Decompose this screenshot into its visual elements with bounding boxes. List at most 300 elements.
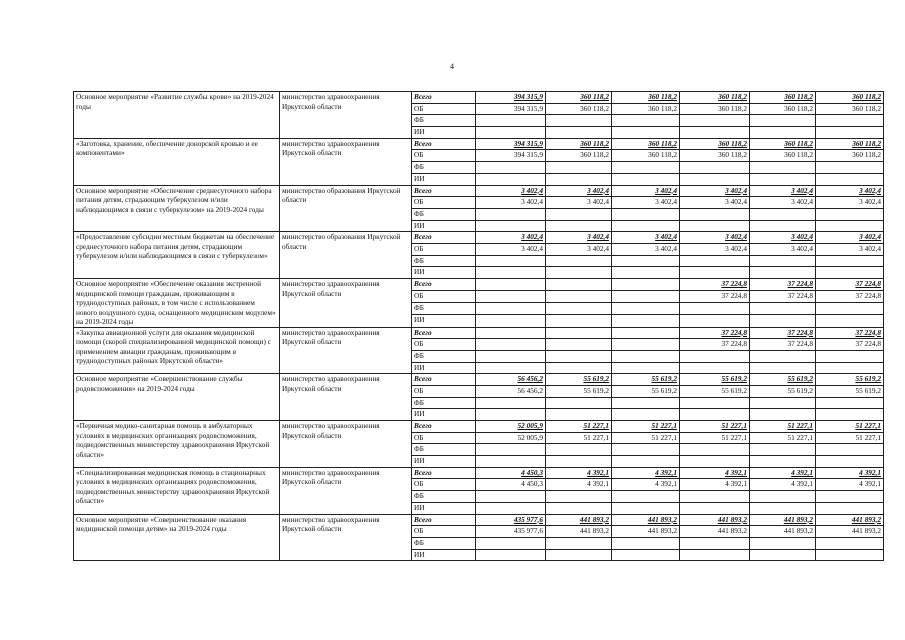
executor: министерство здравоохранения Иркутской области: [280, 421, 412, 468]
amount-cell: [680, 444, 750, 456]
amount-cell: 360 118,2: [546, 92, 612, 104]
funding-source: ФБ: [412, 255, 476, 267]
amount-cell: [750, 115, 816, 127]
amount-cell: 441 893,2: [546, 526, 612, 538]
amount-cell: 37 224,8: [750, 291, 816, 303]
amount-cell: 37 224,8: [680, 279, 750, 291]
amount-cell: [476, 208, 546, 220]
amount-cell: 441 893,2: [680, 526, 750, 538]
executor: министерство здравоохранения Иркутской области: [280, 514, 412, 561]
amount-cell: [546, 502, 612, 514]
funding-source: Всего: [412, 514, 476, 526]
amount-cell: 55 619,2: [680, 385, 750, 397]
executor: министерство образования Иркутской области: [280, 232, 412, 279]
funding-source: ИИ: [412, 220, 476, 232]
funding-source: ИИ: [412, 127, 476, 139]
executor: министерство здравоохранения Иркутской области: [280, 467, 412, 514]
funding-source: ИИ: [412, 362, 476, 374]
measure-name: Основное мероприятие «Совершенствование службы родовспоможения» на 2019-2024 годы: [74, 374, 280, 421]
funding-source: ФБ: [412, 350, 476, 362]
amount-cell: [546, 220, 612, 232]
funding-source: ИИ: [412, 502, 476, 514]
amount-cell: [546, 549, 612, 561]
amount-cell: [816, 456, 884, 468]
amount-cell: [750, 267, 816, 279]
amount-cell: 55 619,2: [816, 374, 884, 386]
amount-cell: 3 402,4: [476, 243, 546, 255]
amount-cell: 360 118,2: [750, 92, 816, 104]
amount-cell: 4 392,1: [750, 479, 816, 491]
amount-cell: [816, 502, 884, 514]
amount-cell: [476, 491, 546, 503]
amount-cell: 51 227,1: [816, 421, 884, 433]
amount-cell: 4 392,1: [546, 467, 612, 479]
measure-name: «Первичная медико-санитарная помощь в амбулаторных условиях в медицинских организациях родовспоможения, подведомственных министерству здравоохранения Иркутской области»: [74, 421, 280, 468]
amount-cell: [680, 502, 750, 514]
amount-cell: 394 315,9: [476, 92, 546, 104]
funding-source: Всего: [412, 467, 476, 479]
amount-cell: [476, 162, 546, 174]
page-number: 4: [450, 62, 454, 71]
amount-cell: 4 392,1: [816, 467, 884, 479]
amount-cell: [476, 502, 546, 514]
amount-cell: [680, 491, 750, 503]
amount-cell: [612, 350, 680, 362]
amount-cell: [546, 173, 612, 185]
funding-source: ОБ: [412, 385, 476, 397]
amount-cell: 4 392,1: [680, 467, 750, 479]
amount-cell: [476, 549, 546, 561]
measure-name: «Предоставление субсидии местным бюджетам на обеспечение среднесуточного набора питания детям, страдающим туберкулезом и/или наблюдающимся в связи с туберкулезом»: [74, 232, 280, 279]
amount-cell: [546, 456, 612, 468]
amount-cell: [816, 255, 884, 267]
amount-cell: [612, 549, 680, 561]
funding-source: Всего: [412, 185, 476, 197]
amount-cell: 37 224,8: [816, 279, 884, 291]
executor: министерство здравоохранения Иркутской области: [280, 327, 412, 374]
funding-source: ИИ: [412, 173, 476, 185]
amount-cell: [476, 279, 546, 291]
amount-cell: 37 224,8: [680, 339, 750, 351]
funding-source: ФБ: [412, 303, 476, 315]
amount-cell: [816, 315, 884, 327]
amount-cell: 55 619,2: [612, 385, 680, 397]
amount-cell: 3 402,4: [476, 197, 546, 209]
funding-source: ФБ: [412, 491, 476, 503]
amount-cell: [680, 456, 750, 468]
amount-cell: [612, 537, 680, 549]
amount-cell: 3 402,4: [816, 185, 884, 197]
amount-cell: 360 118,2: [816, 92, 884, 104]
amount-cell: 3 402,4: [546, 197, 612, 209]
amount-cell: 55 619,2: [680, 374, 750, 386]
amount-cell: 360 118,2: [816, 103, 884, 115]
funding-source: Всего: [412, 92, 476, 104]
amount-cell: 3 402,4: [612, 232, 680, 244]
amount-cell: [476, 315, 546, 327]
amount-cell: [546, 208, 612, 220]
amount-cell: 3 402,4: [816, 197, 884, 209]
amount-cell: 56 456,2: [476, 385, 546, 397]
amount-cell: 3 402,4: [680, 232, 750, 244]
amount-cell: [750, 502, 816, 514]
funding-source: Всего: [412, 232, 476, 244]
amount-cell: [680, 208, 750, 220]
amount-cell: [816, 362, 884, 374]
amount-cell: [476, 115, 546, 127]
amount-cell: [546, 327, 612, 339]
amount-cell: [680, 115, 750, 127]
amount-cell: [612, 267, 680, 279]
amount-cell: 37 224,8: [816, 327, 884, 339]
amount-cell: [612, 409, 680, 421]
amount-cell: [612, 491, 680, 503]
amount-cell: [546, 444, 612, 456]
amount-cell: [750, 362, 816, 374]
amount-cell: 360 118,2: [612, 150, 680, 162]
amount-cell: 360 118,2: [612, 103, 680, 115]
amount-cell: [476, 303, 546, 315]
amount-cell: [476, 220, 546, 232]
amount-cell: 55 619,2: [546, 385, 612, 397]
amount-cell: [816, 444, 884, 456]
amount-cell: 55 619,2: [546, 374, 612, 386]
amount-cell: [476, 456, 546, 468]
funding-source: ФБ: [412, 444, 476, 456]
executor: министерство здравоохранения Иркутской области: [280, 279, 412, 328]
amount-cell: 360 118,2: [680, 150, 750, 162]
amount-cell: [546, 162, 612, 174]
amount-cell: 441 893,2: [612, 526, 680, 538]
amount-cell: 55 619,2: [816, 385, 884, 397]
amount-cell: 51 227,1: [680, 421, 750, 433]
amount-cell: [750, 491, 816, 503]
amount-cell: [612, 208, 680, 220]
amount-cell: [816, 127, 884, 139]
amount-cell: 55 619,2: [750, 385, 816, 397]
amount-cell: [476, 537, 546, 549]
amount-cell: [816, 220, 884, 232]
measure-name: Основное мероприятие «Обеспечение среднесуточного набора питания детям, страдающим туберкулезом и/или наблюдающимся в связи с туберкулезом» на 2019-2024 годы: [74, 185, 280, 232]
measure-name: «Заготовка, хранение, обеспечение донорской кровью и ее компонентами»: [74, 138, 280, 185]
funding-source: ИИ: [412, 315, 476, 327]
amount-cell: 51 227,1: [816, 432, 884, 444]
amount-cell: 37 224,8: [816, 339, 884, 351]
amount-cell: [612, 255, 680, 267]
amount-cell: [816, 162, 884, 174]
amount-cell: [612, 291, 680, 303]
amount-cell: 360 118,2: [750, 138, 816, 150]
amount-cell: 3 402,4: [476, 185, 546, 197]
measure-name: Основное мероприятие «Обеспечение оказания экстренной медицинской помощи гражданам, проживающим в труднодоступных районах, в том числе с использованием нового воздушного судна, оснащенного медицинским модулем» на 2019-2024 годы: [74, 279, 280, 328]
table-row: [74, 327, 884, 339]
amount-cell: 4 392,1: [612, 479, 680, 491]
amount-cell: 441 893,2: [750, 526, 816, 538]
amount-cell: 4 450,3: [476, 479, 546, 491]
measure-name: «Специализированная медицинская помощь в стационарных условиях в медицинских организациях родовспоможения, подведомственных министерству здравоохранения Иркутской области»: [74, 467, 280, 514]
amount-cell: 55 619,2: [750, 374, 816, 386]
executor: министерство здравоохранения Иркутской области: [280, 374, 412, 421]
amount-cell: [750, 549, 816, 561]
amount-cell: [546, 291, 612, 303]
amount-cell: [750, 208, 816, 220]
amount-cell: [680, 409, 750, 421]
table-row: [74, 185, 884, 197]
amount-cell: [546, 315, 612, 327]
amount-cell: [680, 315, 750, 327]
amount-cell: [612, 173, 680, 185]
executor: министерство здравоохранения Иркутской области: [280, 138, 412, 185]
table-row: [74, 374, 884, 386]
amount-cell: [612, 339, 680, 351]
executor: министерство здравоохранения Иркутской области: [280, 92, 412, 139]
amount-cell: [612, 127, 680, 139]
amount-cell: [546, 303, 612, 315]
amount-cell: [750, 456, 816, 468]
funding-source: Всего: [412, 374, 476, 386]
amount-cell: 360 118,2: [546, 150, 612, 162]
amount-cell: 4 392,1: [680, 479, 750, 491]
amount-cell: 51 227,1: [546, 421, 612, 433]
amount-cell: 4 450,3: [476, 467, 546, 479]
amount-cell: [816, 208, 884, 220]
amount-cell: 394 315,9: [476, 103, 546, 115]
amount-cell: [546, 267, 612, 279]
amount-cell: [750, 303, 816, 315]
funding-source: Всего: [412, 421, 476, 433]
amount-cell: [612, 115, 680, 127]
amount-cell: [680, 303, 750, 315]
amount-cell: 360 118,2: [612, 92, 680, 104]
amount-cell: 3 402,4: [816, 243, 884, 255]
budget-table: [73, 91, 884, 561]
executor: министерство образования Иркутской области: [280, 185, 412, 232]
amount-cell: 51 227,1: [546, 432, 612, 444]
funding-source: ФБ: [412, 537, 476, 549]
funding-source: Всего: [412, 138, 476, 150]
table-row: [74, 92, 884, 104]
table-row: [74, 232, 884, 244]
amount-cell: [546, 350, 612, 362]
funding-source: ФБ: [412, 115, 476, 127]
amount-cell: 37 224,8: [750, 279, 816, 291]
amount-cell: [546, 409, 612, 421]
amount-cell: [612, 315, 680, 327]
amount-cell: [680, 127, 750, 139]
amount-cell: [750, 315, 816, 327]
amount-cell: 441 893,2: [546, 514, 612, 526]
amount-cell: 360 118,2: [546, 138, 612, 150]
funding-source: ИИ: [412, 549, 476, 561]
amount-cell: 52 005,9: [476, 432, 546, 444]
amount-cell: 3 402,4: [816, 232, 884, 244]
amount-cell: 3 402,4: [612, 243, 680, 255]
amount-cell: [680, 173, 750, 185]
amount-cell: 360 118,2: [546, 103, 612, 115]
amount-cell: [476, 444, 546, 456]
funding-source: ИИ: [412, 456, 476, 468]
amount-cell: [546, 339, 612, 351]
funding-source: ОБ: [412, 103, 476, 115]
amount-cell: [750, 173, 816, 185]
amount-cell: [546, 115, 612, 127]
table-row: [74, 138, 884, 150]
funding-source: Всего: [412, 327, 476, 339]
amount-cell: [680, 397, 750, 409]
amount-cell: 3 402,4: [612, 185, 680, 197]
amount-cell: [680, 220, 750, 232]
amount-cell: 3 402,4: [546, 243, 612, 255]
amount-cell: 3 402,4: [680, 243, 750, 255]
amount-cell: [750, 409, 816, 421]
amount-cell: 360 118,2: [750, 103, 816, 115]
amount-cell: 3 402,4: [680, 197, 750, 209]
amount-cell: [476, 291, 546, 303]
funding-source: ОБ: [412, 197, 476, 209]
amount-cell: [476, 327, 546, 339]
measure-name: Основное мероприятие «Совершенствование оказания медицинской помощи детям» на 2019-2024 годы: [74, 514, 280, 561]
table-row: [74, 467, 884, 479]
amount-cell: [816, 397, 884, 409]
amount-cell: [816, 549, 884, 561]
amount-cell: 435 977,6: [476, 526, 546, 538]
measure-name: Основное мероприятие «Развитие службы крови» на 2019-2024 годы: [74, 92, 280, 139]
amount-cell: [680, 162, 750, 174]
amount-cell: 441 893,2: [612, 514, 680, 526]
amount-cell: [476, 409, 546, 421]
amount-cell: 51 227,1: [612, 432, 680, 444]
amount-cell: [816, 267, 884, 279]
amount-cell: 3 402,4: [750, 243, 816, 255]
funding-source: ОБ: [412, 432, 476, 444]
amount-cell: [546, 255, 612, 267]
amount-cell: [612, 502, 680, 514]
amount-cell: [546, 491, 612, 503]
amount-cell: [680, 350, 750, 362]
amount-cell: 55 619,2: [612, 374, 680, 386]
amount-cell: 3 402,4: [612, 197, 680, 209]
amount-cell: [612, 362, 680, 374]
amount-cell: 51 227,1: [612, 421, 680, 433]
amount-cell: [750, 444, 816, 456]
amount-cell: [476, 339, 546, 351]
amount-cell: [612, 303, 680, 315]
amount-cell: 360 118,2: [816, 138, 884, 150]
amount-cell: [612, 220, 680, 232]
amount-cell: [612, 397, 680, 409]
amount-cell: 3 402,4: [546, 185, 612, 197]
amount-cell: [546, 279, 612, 291]
amount-cell: 360 118,2: [680, 103, 750, 115]
amount-cell: 441 893,2: [750, 514, 816, 526]
funding-source: ОБ: [412, 150, 476, 162]
amount-cell: [816, 303, 884, 315]
table-row: [74, 514, 884, 526]
amount-cell: [750, 397, 816, 409]
funding-source: ОБ: [412, 526, 476, 538]
amount-cell: 3 402,4: [750, 232, 816, 244]
amount-cell: [612, 327, 680, 339]
funding-source: ФБ: [412, 208, 476, 220]
funding-source: ИИ: [412, 409, 476, 421]
amount-cell: [612, 279, 680, 291]
amount-cell: 3 402,4: [680, 185, 750, 197]
amount-cell: [816, 491, 884, 503]
amount-cell: 441 893,2: [680, 514, 750, 526]
amount-cell: [476, 255, 546, 267]
amount-cell: [476, 397, 546, 409]
amount-cell: [750, 537, 816, 549]
amount-cell: [612, 162, 680, 174]
amount-cell: [750, 127, 816, 139]
amount-cell: [816, 173, 884, 185]
amount-cell: [680, 255, 750, 267]
funding-source: ФБ: [412, 162, 476, 174]
amount-cell: 360 118,2: [680, 138, 750, 150]
funding-source: Всего: [412, 279, 476, 291]
amount-cell: 394 315,9: [476, 150, 546, 162]
funding-source: ИИ: [412, 267, 476, 279]
amount-cell: [750, 220, 816, 232]
amount-cell: [816, 409, 884, 421]
amount-cell: [680, 537, 750, 549]
amount-cell: 441 893,2: [816, 526, 884, 538]
amount-cell: 360 118,2: [750, 150, 816, 162]
amount-cell: 4 392,1: [750, 467, 816, 479]
amount-cell: [612, 444, 680, 456]
funding-source: ОБ: [412, 339, 476, 351]
amount-cell: [680, 362, 750, 374]
table-row: [74, 421, 884, 433]
amount-cell: [476, 350, 546, 362]
amount-cell: 37 224,8: [750, 327, 816, 339]
amount-cell: [750, 162, 816, 174]
amount-cell: 52 005,9: [476, 421, 546, 433]
amount-cell: [546, 397, 612, 409]
amount-cell: [680, 549, 750, 561]
amount-cell: [546, 537, 612, 549]
amount-cell: 4 392,1: [612, 467, 680, 479]
funding-source: ФБ: [412, 397, 476, 409]
amount-cell: 37 224,8: [750, 339, 816, 351]
amount-cell: [816, 537, 884, 549]
amount-cell: [612, 456, 680, 468]
amount-cell: 394 315,9: [476, 138, 546, 150]
amount-cell: [476, 173, 546, 185]
amount-cell: 3 402,4: [750, 185, 816, 197]
amount-cell: [476, 267, 546, 279]
amount-cell: 56 456,2: [476, 374, 546, 386]
table-row: [74, 279, 884, 291]
amount-cell: 3 402,4: [546, 232, 612, 244]
amount-cell: 37 224,8: [680, 327, 750, 339]
funding-source: ОБ: [412, 243, 476, 255]
amount-cell: [476, 362, 546, 374]
amount-cell: [750, 255, 816, 267]
amount-cell: 3 402,4: [750, 197, 816, 209]
amount-cell: 441 893,2: [816, 514, 884, 526]
amount-cell: 360 118,2: [612, 138, 680, 150]
amount-cell: 37 224,8: [816, 291, 884, 303]
amount-cell: [750, 350, 816, 362]
amount-cell: [476, 127, 546, 139]
amount-cell: [546, 127, 612, 139]
amount-cell: 435 977,6: [476, 514, 546, 526]
amount-cell: [546, 362, 612, 374]
amount-cell: 51 227,1: [680, 432, 750, 444]
amount-cell: [816, 350, 884, 362]
amount-cell: 4 392,1: [546, 479, 612, 491]
